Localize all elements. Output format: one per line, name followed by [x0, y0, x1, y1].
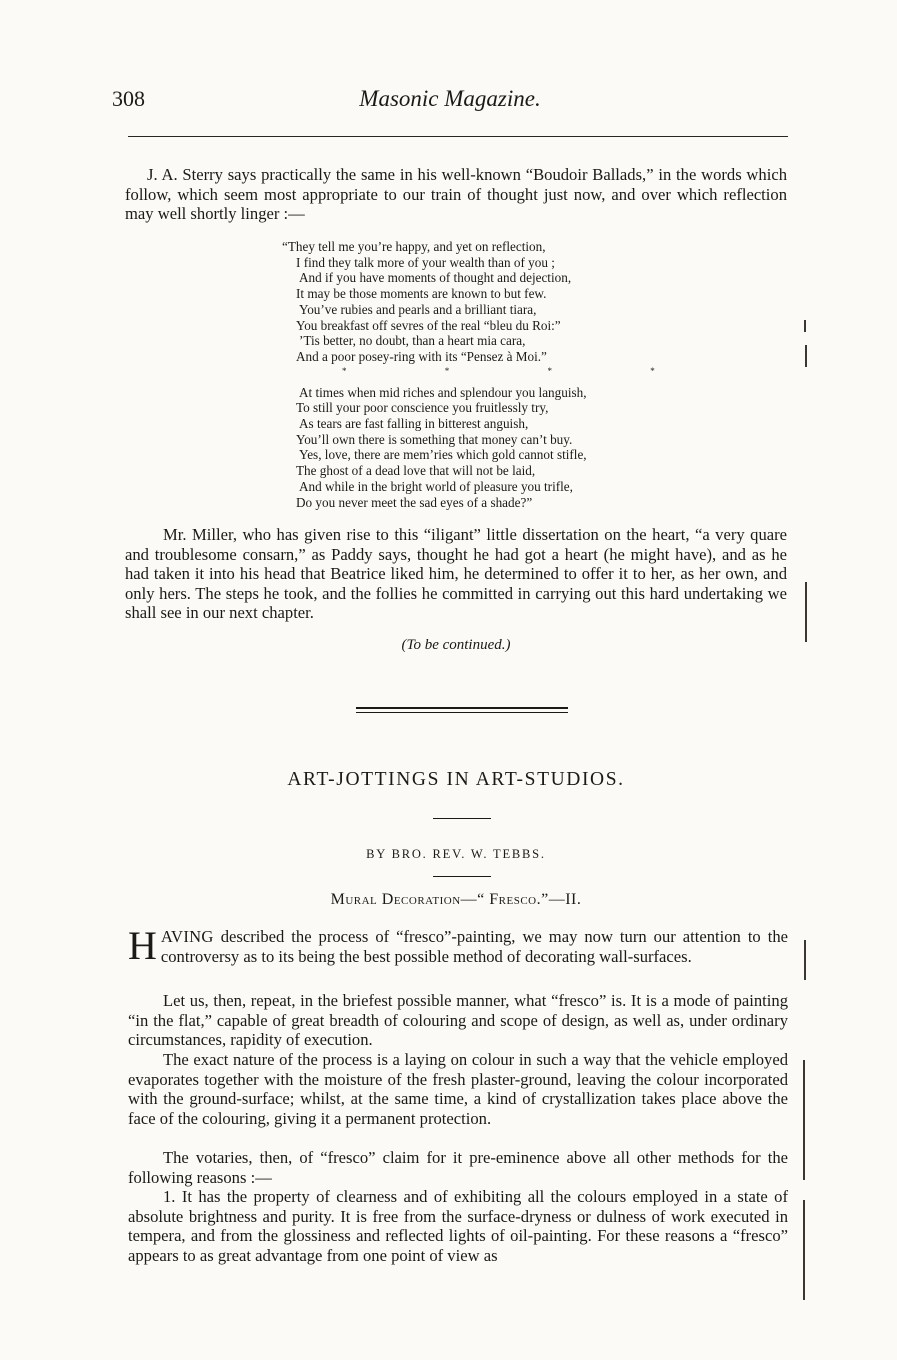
poem-line: The ghost of a dead love that will not be laid, [296, 463, 536, 479]
article-byline: BY BRO. REV. W. TEBBS. [366, 847, 546, 861]
article-paragraph: The exact nature of the process is a laying on colour in such a way that the vehicle employed evaporates together with the moisture of the fresh plaster-ground, leaving the colour incorporated with the ground-surface; whilst, at the same time, a kind of crystallization takes place above the face of the colouring, giving it a permanent protection. [128, 1050, 788, 1128]
header-rule [128, 136, 788, 137]
article-paragraph: Let us, then, repeat, in the briefest possible manner, what “fresco” is. It is a mode of painting “in the flat,” capable of great breadth of colouring and scope of design, as well as, under ordinary circumstances, rapidity of execution. [128, 991, 788, 1050]
drop-cap: H [128, 923, 157, 968]
poem-line: “They tell me you’re happy, and yet on reflection, [282, 239, 546, 254]
poem-line: You’ll own there is something that money can’t buy. [296, 431, 573, 447]
article-paragraph: 1. It has the property of clearness and of exhibiting all the colours employed in a state of absolute brightness and purity. It is free from the surface-dryness or dulness of work executed in tempera, and from the glossiness and reflected lights of oil-painting. For these reasons a “fresco” appears to as great advantage from one point of view as [128, 1187, 788, 1265]
article-title: ART-JOTTINGS IN ART-STUDIOS. [287, 769, 625, 790]
first-word-rest: AVING [160, 927, 214, 946]
poem-line: And if you have moments of thought and dejection, [299, 270, 572, 286]
running-title: Masonic Magazine. [359, 86, 541, 111]
page-header [112, 86, 788, 116]
poem-line: I find they talk more of your wealth than of you ; [296, 254, 555, 270]
title-rule [433, 818, 491, 819]
poem-line: As tears are fast falling in bitterest anguish, [299, 416, 529, 432]
byline-rule [433, 876, 491, 877]
poem-line: Do you never meet the sad eyes of a shade?” [296, 494, 533, 510]
first-paragraph-text: described the process of “fresco”-painting, we may now turn our attention to the controversy as to its being the best possible method of decorating wall-surfaces. [160, 927, 788, 966]
margin-mark [803, 1200, 805, 1300]
section-divider [356, 707, 568, 713]
miller-paragraph: Mr. Miller, who has given rise to this “iligant” little dissertation on the heart, “a very quare and troublesome consarn,” as Paddy says, thought he had got a heart (he might have), and as he had taken it into his head that Beatrice liked him, he determined to offer it to her, as her own, and only hers. The steps he took, and the follies he committed in carrying out this hard undertaking we shall see in our next chapter. [125, 525, 787, 623]
margin-mark [805, 582, 807, 642]
poem-line: You’ve rubies and pearls and a brilliant tiara, [299, 301, 537, 317]
poem-block [282, 239, 702, 510]
to-be-continued: (To be continued.) [401, 637, 511, 653]
margin-mark [804, 320, 806, 332]
article-first-paragraph [128, 923, 788, 968]
poem-line: And a poor posey-ring with its “Pensez à Moi.” [296, 348, 547, 364]
margin-mark [805, 345, 807, 367]
margin-mark [804, 940, 806, 980]
page-number: 308 [112, 86, 145, 111]
poem-line: To still your poor conscience you fruitlessly try, [296, 400, 549, 416]
intro-paragraph: J. A. Sterry says practically the same in his well-known “Boudoir Ballads,” in the words which follow, which seem most appropriate to our train of thought just now, and over which reflection may well shortly linger :— [125, 165, 787, 224]
article-subhead: Mural Decoration—“ Fresco.”—II. [330, 891, 582, 908]
poem-line: ’Tis better, no doubt, than a heart mia cara, [299, 333, 526, 349]
poem-line: At times when mid riches and splendour you languish, [299, 384, 587, 400]
poem-line: Yes, love, there are mem’ries which gold cannot stifle, [299, 447, 587, 463]
article-paragraph: The votaries, then, of “fresco” claim for it pre-eminence above all other methods for the following reasons :— [128, 1148, 788, 1187]
poem-line: You breakfast off sevres of the real “bleu du Roi:” [296, 317, 561, 333]
margin-mark [803, 1060, 805, 1180]
poem-separator: * * * * [342, 365, 703, 376]
poem-line: And while in the bright world of pleasure you trifle, [299, 478, 573, 494]
poem-line: It may be those moments are known to but few. [296, 286, 547, 302]
